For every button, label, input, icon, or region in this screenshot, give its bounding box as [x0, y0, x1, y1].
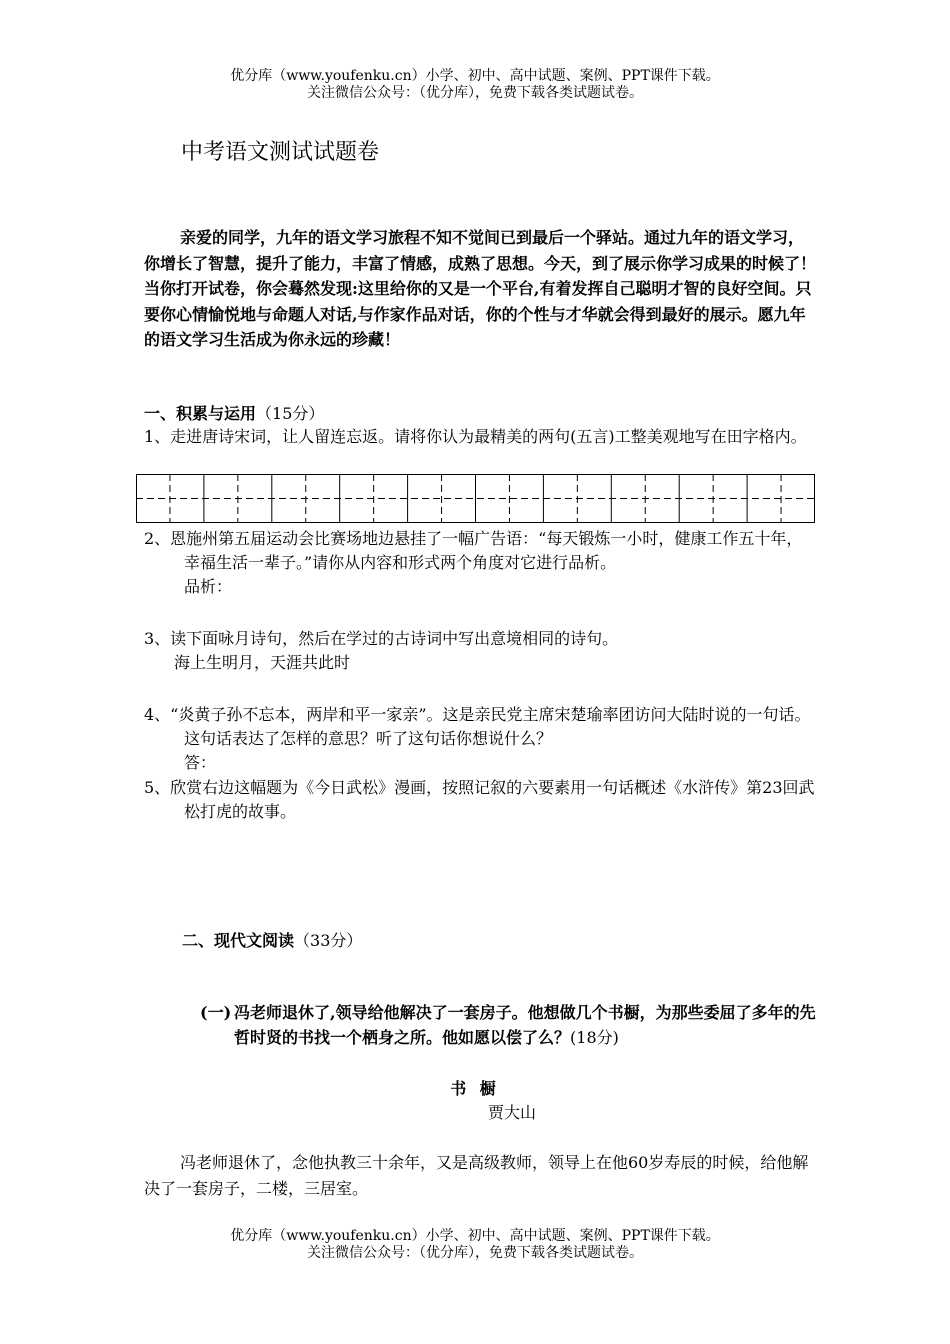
reading-part-1-intro	[200, 1000, 820, 1050]
reading-part-1-label: (一)	[200, 1003, 232, 1022]
question-3	[144, 627, 816, 675]
footer-line-1: 优分库（www.youfenku.cn）小学、初中、高中试题、案例、PPT课件下载。	[230, 1228, 720, 1244]
header	[0, 68, 950, 102]
section-1-title: 一、积累与运用	[144, 404, 257, 423]
question-2-answer-label: 品析：	[184, 577, 233, 596]
section-1-heading	[144, 401, 324, 424]
section-2-score: （33分）	[294, 931, 363, 950]
question-5-text: 5、欣赏右边这幅题为《今日武松》漫画，按照记叙的六要素用一句话概述《水浒传》第23回武松打虎的故事。	[144, 778, 815, 821]
footer-line-2: 关注微信公众号：（优分库），免费下载各类试题试卷。	[307, 1245, 643, 1261]
article-author: 贾大山	[488, 1103, 537, 1122]
section-1-score: （15分）	[256, 404, 325, 423]
header-line-1: 优分库（www.youfenku.cn）小学、初中、高中试题、案例、PPT课件下载。	[230, 68, 720, 84]
footer	[0, 1228, 950, 1262]
question-4	[144, 703, 816, 775]
question-3-poem: 海上生明月，天涯共此时	[174, 653, 351, 672]
question-1-text: 1、走进唐诗宋词，让人留连忘返。请将你认为最精美的两句(五言)工整美观地写在田字格内。	[144, 427, 807, 446]
section-2-heading	[182, 928, 362, 951]
article-paragraph: 冯老师退休了，念他执教三十余年，又是高级教师，领导上在他60岁寿辰的时候，给他解决了一套房子，二楼，三居室。	[144, 1153, 809, 1198]
question-3-text: 3、读下面咏月诗句，然后在学过的古诗词中写出意境相同的诗句。	[144, 629, 619, 648]
article-title: 书 橱	[450, 1079, 500, 1098]
tianzige-grid[interactable]	[136, 474, 816, 524]
question-2-text: 2、恩施州第五届运动会比赛场地边悬挂了一幅广告语：“每天锻炼一小时，健康工作五十年，幸福生活一辈子。”请你从内容和形式两个角度对它进行品析。	[144, 529, 803, 572]
reading-part-1-text: 冯老师退休了,领导给他解决了一套房子。他想做几个书橱，为那些委屈了多年的先哲时贤的书找一个栖身之所。他如愿以偿了么？	[234, 1003, 816, 1047]
page-title: 中考语文测试试题卷	[181, 140, 380, 165]
question-2	[144, 527, 816, 599]
section-2-title: 二、现代文阅读	[182, 931, 295, 950]
intro-paragraph: 亲爱的同学，九年的语文学习旅程不知不觉间已到最后一个驿站。通过九年的语文学习，你增长了智慧，提升了能力，丰富了情感，成熟了思想。今天，到了展示你学习成果的时候了！当你打开试卷，你会蓦然发现:这里给你的又是一个平台,有着发挥自己聪明才智的良好空间。只要你心情愉悦地与命题人对话,与作家作品对话，你的个性与才华就会得到最好的展示。愿九年的语文学习生活成为你永远的珍藏！	[144, 228, 817, 349]
question-4-text: 4、“炎黄子孙不忘本，两岸和平一家亲”。这是亲民党主席宋楚瑜率团访问大陆时说的一句话。这句话表达了怎样的意思？听了这句话你想说什么？	[144, 705, 811, 748]
question-1	[144, 425, 816, 449]
header-line-2: 关注微信公众号：（优分库），免费下载各类试题试卷。	[307, 85, 643, 101]
question-4-answer-label: 答：	[184, 753, 217, 772]
question-5	[144, 776, 816, 824]
reading-part-1-score: (18分)	[570, 1028, 619, 1047]
